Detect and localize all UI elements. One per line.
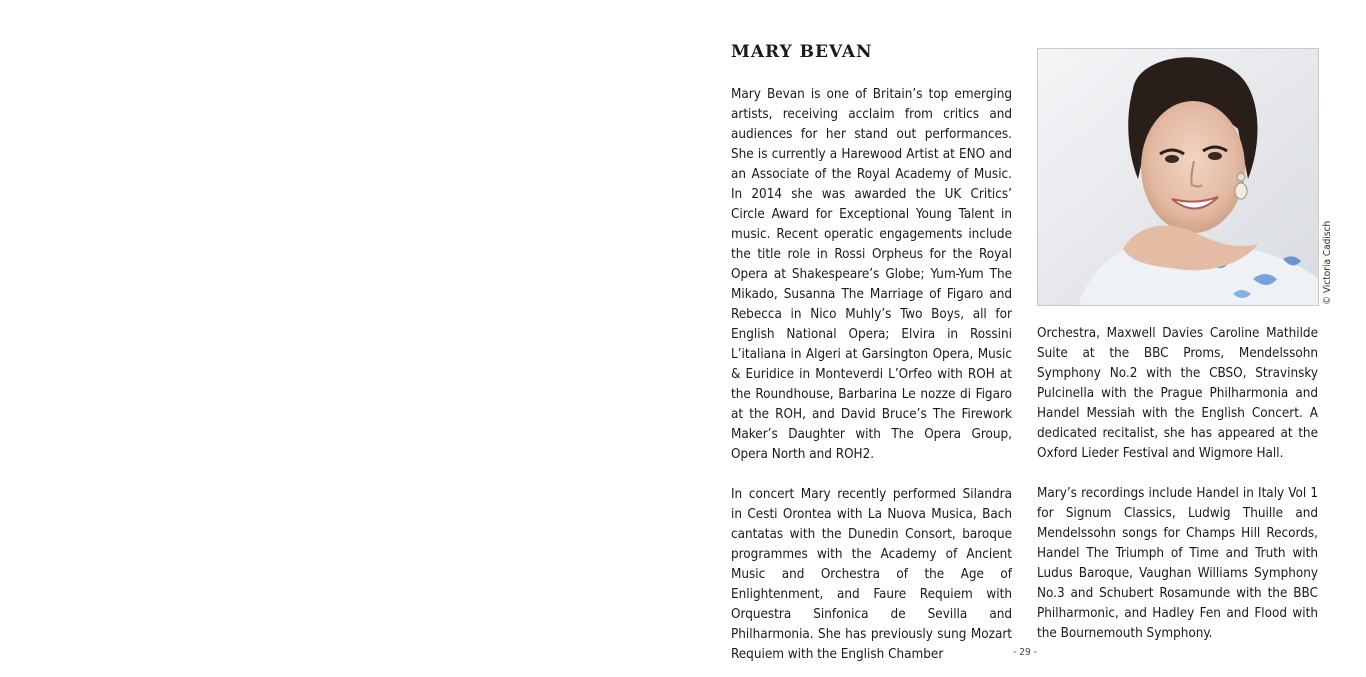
biography-right-column bbox=[1037, 324, 1318, 644]
artist-portrait-photo bbox=[1037, 48, 1319, 306]
page-number: - 29 - bbox=[1013, 647, 1037, 658]
biography-paragraph-2: In concert Mary recently performed Silandra in Cesti Orontea with La Nuova Musica, Bach cantatas with the Dunedin Consort, baroque programmes with the Academy of Ancient Music and Orchestra of the Age of Enlightenment, and Faure Requiem with Orquestra Sinfonica de Sevilla and Philharmonia. She has previously sung Mozart Requiem with the English Chamber bbox=[731, 487, 1012, 662]
photo-credit: © Victoria Cadisch bbox=[1322, 220, 1333, 305]
biography-left-column bbox=[731, 85, 1012, 665]
artist-heading: MARY BEVAN bbox=[731, 42, 873, 62]
biography-paragraph-3: Orchestra, Maxwell Davies Caroline Mathilde Suite at the BBC Proms, Mendelssohn Symphony No.2 with the CBSO, Stravinsky Pulcinella with the Prague Philharmonia and Handel Messiah with the English Concert. A dedicated recitalist, she has appeared at the Oxford Lieder Festival and Wigmore Hall. bbox=[1037, 326, 1318, 461]
biography-paragraph-1: Mary Bevan is one of Britain’s top emerging artists, receiving acclaim from critics and audiences for her stand out performances. She is currently a Harewood Artist at ENO and an Associate of the Royal Academy of Music. In 2014 she was awarded the UK Critics’ Circle Award for Exceptional Young Talent in music. Recent operatic engagements include the title role in Rossi Orpheus for the Royal Opera at Shakespeare’s Globe; Yum-Yum The Mikado, Susanna The Marriage of Figaro and Rebecca in Nico Muhly’s Two Boys, all for English National Opera; Elvira in Rossini L’italiana in Algeri at Garsington Opera, Music & Euridice in Monteverdi L’Orfeo with ROH at the Roundhouse, Barbarina Le nozze di Figaro at the ROH, and David Bruce’s The Firework Maker’s Daughter with The Opera Group, Opera North and ROH2. bbox=[731, 87, 1012, 462]
biography-paragraph-4: Mary’s recordings include Handel in Italy Vol 1 for Signum Classics, Ludwig Thuille and Mendelssohn songs for Champs Hill Records, Handel The Triumph of Time and Truth with Ludus Baroque, Vaughan Williams Symphony No.3 and Schubert Rosamunde with the BBC Philharmonic, and Hadley Fen and Flood with the Bournemouth Symphony. bbox=[1037, 486, 1318, 641]
portrait-illustration bbox=[1038, 49, 1318, 305]
